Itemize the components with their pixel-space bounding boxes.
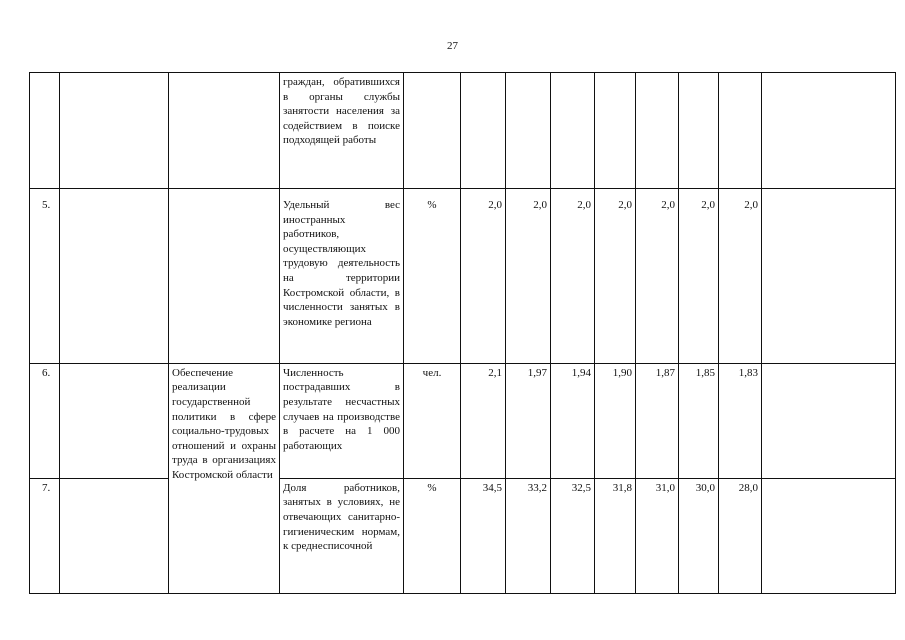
- row-number: [30, 73, 60, 189]
- indicator-cell: Удельный вес иностранных работников, осуществляющих трудовую деятельность на территории Костромской области, в численности занятых в экономике региона: [280, 189, 404, 364]
- goal-cell: [60, 478, 169, 593]
- row-number: 7.: [30, 478, 60, 593]
- value-cell: 1,83: [719, 363, 762, 478]
- value-cell: [719, 73, 762, 189]
- value-cell: 2,0: [595, 189, 636, 364]
- unit-cell: чел.: [404, 363, 461, 478]
- goal-cell: [60, 189, 169, 364]
- value-cell: 2,0: [551, 189, 595, 364]
- task-cell: [169, 189, 280, 364]
- goal-cell: [60, 73, 169, 189]
- table-row: [30, 189, 896, 364]
- value-cell: 28,0: [719, 478, 762, 593]
- value-cell: 2,0: [679, 189, 719, 364]
- value-cell: 1,90: [595, 363, 636, 478]
- indicator-cell: Численность пострадавших в результате несчастных случаев на производстве в расчете на 1 000 работающих: [280, 363, 404, 478]
- value-cell: 1,85: [679, 363, 719, 478]
- value-cell: 30,0: [679, 478, 719, 593]
- value-cell: 32,5: [551, 478, 595, 593]
- indicators-table: [29, 72, 896, 594]
- notes-cell: [762, 73, 896, 189]
- value-cell: 2,0: [636, 189, 679, 364]
- value-cell: [506, 73, 551, 189]
- table-row: [30, 478, 896, 593]
- goal-cell: [60, 363, 169, 478]
- task-cell: [169, 73, 280, 189]
- indicator-cell: Доля работников, занятых в условиях, не отвечающих санитарно-гигиеническим нормам, к среднесписочной: [280, 478, 404, 593]
- unit-cell: %: [404, 478, 461, 593]
- unit-cell: [404, 73, 461, 189]
- notes-cell: [762, 189, 896, 364]
- value-cell: [461, 73, 506, 189]
- notes-cell: [762, 363, 896, 478]
- notes-cell: [762, 478, 896, 593]
- value-cell: 1,94: [551, 363, 595, 478]
- unit-cell: %: [404, 189, 461, 364]
- row-number: 6.: [30, 363, 60, 478]
- task-cell: Обеспечение реализации государственной политики в сфере социально-трудовых отношений и охраны труда в организациях Костромской области: [169, 363, 280, 593]
- table-row: [30, 73, 896, 189]
- value-cell: 2,1: [461, 363, 506, 478]
- value-cell: 2,0: [461, 189, 506, 364]
- value-cell: [595, 73, 636, 189]
- value-cell: 34,5: [461, 478, 506, 593]
- row-number: 5.: [30, 189, 60, 364]
- value-cell: [679, 73, 719, 189]
- value-cell: 1,87: [636, 363, 679, 478]
- table-row: [30, 363, 896, 478]
- value-cell: [551, 73, 595, 189]
- page-number: 27: [447, 40, 458, 52]
- value-cell: 2,0: [506, 189, 551, 364]
- value-cell: 1,97: [506, 363, 551, 478]
- value-cell: 31,0: [636, 478, 679, 593]
- value-cell: 2,0: [719, 189, 762, 364]
- value-cell: 31,8: [595, 478, 636, 593]
- value-cell: [636, 73, 679, 189]
- indicator-cell: граждан, обратившихся в органы службы занятости населения за содействием в поиске подходящей работы: [280, 73, 404, 189]
- value-cell: 33,2: [506, 478, 551, 593]
